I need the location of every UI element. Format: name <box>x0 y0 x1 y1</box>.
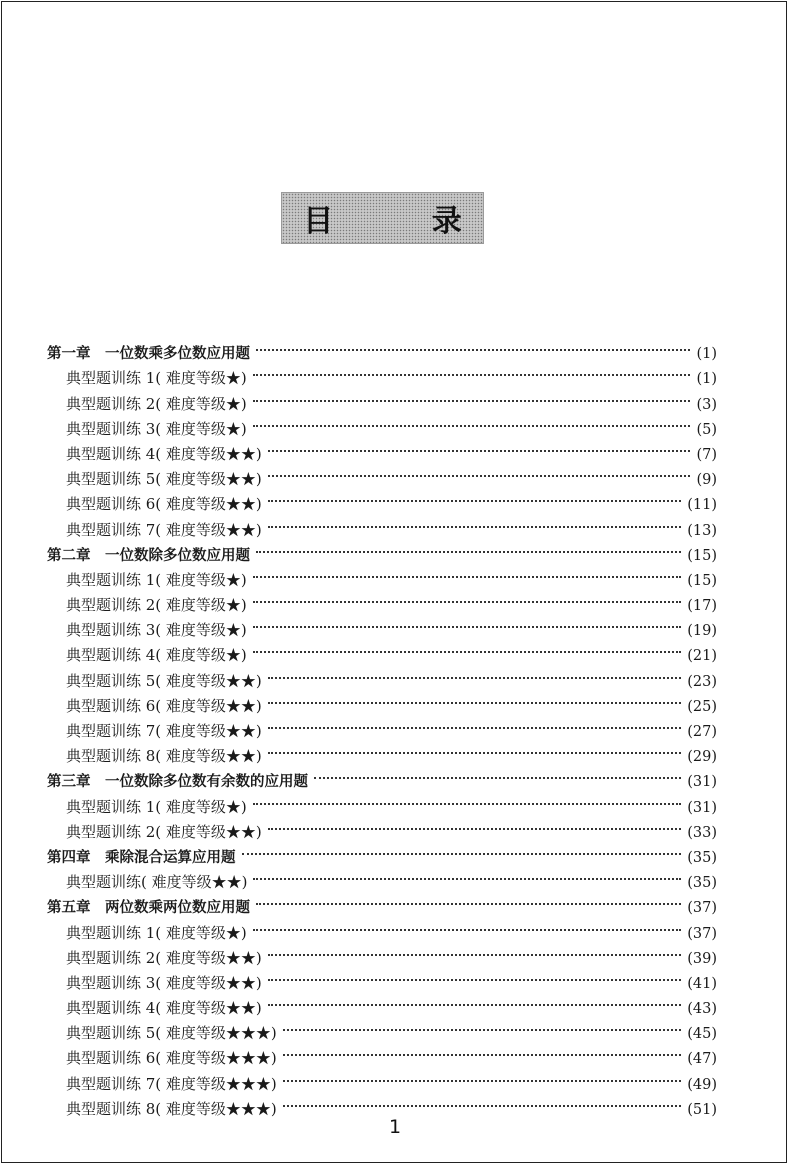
dot-leader <box>256 887 681 912</box>
toc-page-ref: (15) <box>687 547 717 564</box>
dot-leader <box>253 635 681 660</box>
chapter-title: 第一章 一位数乘多位数应用题 <box>47 346 250 363</box>
page-number: 1 <box>388 1116 402 1138</box>
toc-page-ref: (41) <box>687 975 717 992</box>
dot-leader <box>283 1038 681 1063</box>
dot-leader <box>268 736 681 761</box>
item-title: 典型题训练 4( 难度等级★★) <box>66 444 262 463</box>
dot-leader <box>268 509 681 534</box>
dot-leader <box>253 358 691 383</box>
dot-leader <box>253 585 681 610</box>
item-title: 典型题训练 2( 难度等级★★) <box>66 822 262 841</box>
toc-page-ref: (33) <box>687 824 717 841</box>
toc-title: 目 录 <box>303 204 506 239</box>
dot-leader <box>283 1063 681 1088</box>
item-title: 典型题训练 7( 难度等级★★) <box>66 520 262 539</box>
dot-leader <box>268 484 681 509</box>
toc-page-ref: (23) <box>687 673 717 690</box>
item-title: 典型题训练 1( 难度等级★) <box>66 923 247 942</box>
toc-page-ref: (1) <box>696 346 717 363</box>
dot-leader <box>253 560 681 585</box>
item-title: 典型题训练 1( 难度等级★) <box>66 797 247 816</box>
toc-page-ref: (29) <box>687 749 717 766</box>
dot-leader <box>314 761 681 786</box>
item-title: 典型题训练 5( 难度等级★★) <box>66 671 262 690</box>
item-title: 典型题训练 5( 难度等级★★) <box>66 470 262 489</box>
toc-page-ref: (35) <box>687 849 717 866</box>
toc-page-ref: (47) <box>687 1051 717 1068</box>
dot-leader <box>253 383 691 408</box>
toc-page-ref: (13) <box>687 522 717 539</box>
toc-page-ref: (45) <box>687 1026 717 1043</box>
item-title: 典型题训练 3( 难度等级★) <box>66 621 247 640</box>
toc-page-ref: (11) <box>687 497 717 514</box>
toc-page-ref: (5) <box>696 421 717 438</box>
toc-page-ref: (21) <box>687 648 717 665</box>
dot-leader <box>268 434 691 459</box>
dot-leader <box>283 1013 681 1038</box>
item-title: 典型题训练( 难度等级★★) <box>66 873 248 892</box>
item-title: 典型题训练 2( 难度等级★) <box>66 394 247 413</box>
toc-page-ref: (25) <box>687 698 717 715</box>
toc-page-ref: (37) <box>687 925 717 942</box>
toc-page-ref: (31) <box>687 774 717 791</box>
item-title: 典型题训练 2( 难度等级★) <box>66 596 247 615</box>
toc-page-ref: (31) <box>687 799 717 816</box>
toc-page-ref: (3) <box>696 396 717 413</box>
dot-leader <box>242 837 682 862</box>
toc-page-ref: (17) <box>687 598 717 615</box>
chapter-title: 第二章 一位数除多位数应用题 <box>47 547 250 564</box>
dot-leader <box>268 988 681 1013</box>
item-title: 典型题训练 7( 难度等级★★) <box>66 722 262 740</box>
dot-leader <box>253 862 681 887</box>
item-title: 典型题训练 1( 难度等级★) <box>66 369 247 388</box>
item-title: 典型题训练 7( 难度等级★★★) <box>66 1074 277 1093</box>
item-title: 典型题训练 2( 难度等级★★) <box>66 948 262 967</box>
toc-title-box <box>281 192 506 244</box>
dot-leader <box>268 812 681 837</box>
item-title: 典型题训练 8( 难度等级★★) <box>66 747 262 766</box>
item-title: 典型题训练 1( 难度等级★) <box>66 570 247 589</box>
toc-page-ref: (35) <box>687 875 717 892</box>
chapter-title: 第三章 一位数除多位数有余数的应用题 <box>47 774 308 791</box>
item-title: 典型题训练 4( 难度等级★★) <box>66 999 262 1018</box>
item-title: 典型题训练 4( 难度等级★) <box>66 646 247 665</box>
toc-chapter-row[interactable] <box>47 333 717 363</box>
chapter-title: 第四章 乘除混合运算应用题 <box>47 849 236 866</box>
toc-page-ref: (7) <box>696 446 717 463</box>
dot-leader <box>253 610 681 635</box>
toc-page-ref: (51) <box>687 1101 717 1118</box>
dot-leader <box>253 912 681 937</box>
item-title: 典型题训练 3( 难度等级★★) <box>66 973 262 992</box>
item-title: 典型题训练 8( 难度等级★★★) <box>66 1099 277 1118</box>
dot-leader <box>253 786 681 811</box>
item-title: 典型题训练 6( 难度等级★★★) <box>66 1049 277 1068</box>
dot-leader <box>268 686 681 711</box>
toc-page-ref: (37) <box>687 900 717 917</box>
dot-leader <box>283 1089 681 1114</box>
item-title: 典型题训练 6( 难度等级★★) <box>66 696 262 715</box>
toc-page-ref: (1) <box>696 371 717 388</box>
toc-page-ref: (15) <box>687 572 717 589</box>
dot-leader <box>268 660 681 685</box>
dot-leader <box>253 409 691 434</box>
table-of-contents <box>47 333 717 1118</box>
dot-leader <box>256 333 690 358</box>
toc-page-ref: (39) <box>687 950 717 967</box>
item-title: 典型题训练 6( 难度等级★★) <box>66 495 262 514</box>
toc-page-ref: (9) <box>696 472 717 489</box>
dot-leader <box>256 535 681 560</box>
dot-leader <box>268 711 681 736</box>
dot-leader <box>268 459 691 484</box>
toc-page-ref: (27) <box>687 724 717 740</box>
dot-leader <box>268 938 681 963</box>
toc-page-ref: (19) <box>687 623 717 640</box>
item-title: 典型题训练 5( 难度等级★★★) <box>66 1024 277 1043</box>
chapter-title: 第五章 两位数乘两位数应用题 <box>47 900 250 917</box>
toc-page-ref: (43) <box>687 1001 717 1018</box>
dot-leader <box>268 963 681 988</box>
item-title: 典型题训练 3( 难度等级★) <box>66 419 247 438</box>
toc-page-ref: (49) <box>687 1076 717 1093</box>
